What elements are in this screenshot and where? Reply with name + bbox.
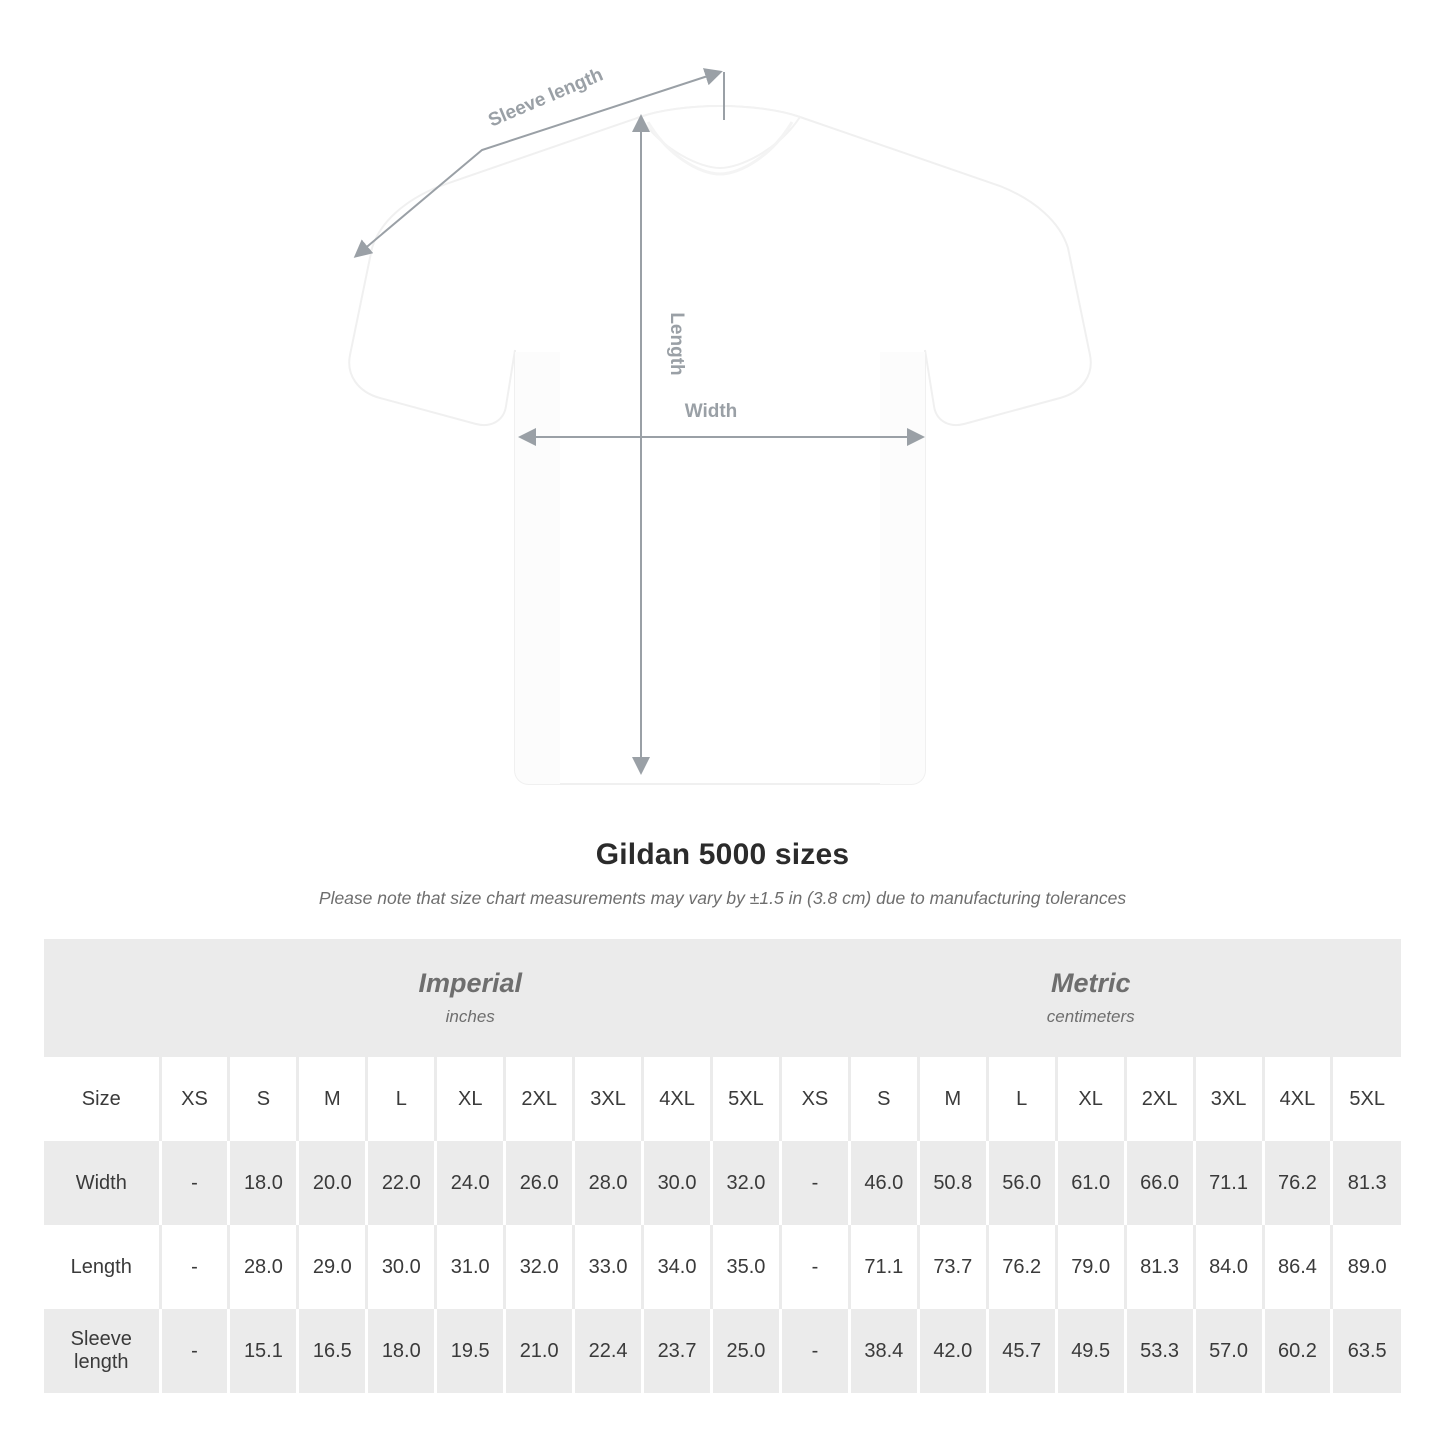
size-header-row [44, 1057, 1401, 1141]
size-header-metric-xl: XL [1056, 1057, 1125, 1141]
cell-length-imperial-4xl: 34.0 [643, 1225, 712, 1309]
cell-length-imperial-l: 30.0 [367, 1225, 436, 1309]
size-header-metric-5xl: 5XL [1332, 1057, 1401, 1141]
cell-width-imperial-4xl: 30.0 [643, 1141, 712, 1225]
unit-group-imperial-unit: inches [445, 1007, 495, 1027]
table-row [44, 1225, 1401, 1309]
size-table [44, 939, 1401, 1393]
unit-header-row [44, 939, 1401, 1057]
cell-length-metric-2xl: 81.3 [1125, 1225, 1194, 1309]
cell-length-metric-xs: - [780, 1225, 849, 1309]
size-header-imperial-5xl: 5XL [712, 1057, 781, 1141]
unit-group-imperial [160, 939, 780, 1057]
cell-width-metric-3xl: 71.1 [1194, 1141, 1263, 1225]
cell-length-imperial-xs: - [160, 1225, 229, 1309]
row-label-length: Length [44, 1225, 160, 1309]
cell-width-metric-m: 50.8 [918, 1141, 987, 1225]
width-label: Width [684, 401, 738, 422]
cell-sleeve-imperial-s: 15.1 [229, 1309, 298, 1393]
cell-length-imperial-xl: 31.0 [436, 1225, 505, 1309]
cell-sleeve-metric-l: 45.7 [987, 1309, 1056, 1393]
cell-sleeve-imperial-l: 18.0 [367, 1309, 436, 1393]
cell-width-imperial-2xl: 26.0 [505, 1141, 574, 1225]
unit-group-metric-name: Metric [1050, 967, 1131, 998]
cell-length-imperial-m: 29.0 [298, 1225, 367, 1309]
length-label: Length [666, 312, 687, 376]
size-header-imperial-xl: XL [436, 1057, 505, 1141]
sleeve-length-label: Sleeve length [485, 64, 607, 132]
unit-header-spacer [44, 939, 160, 1057]
cell-width-imperial-s: 18.0 [229, 1141, 298, 1225]
size-header-imperial-3xl: 3XL [574, 1057, 643, 1141]
table-row [44, 1309, 1401, 1393]
cell-length-imperial-s: 28.0 [229, 1225, 298, 1309]
cell-sleeve-metric-5xl: 63.5 [1332, 1309, 1401, 1393]
cell-width-metric-5xl: 81.3 [1332, 1141, 1401, 1225]
row-label-sleeve-length: Sleeve length [44, 1309, 160, 1393]
cell-width-metric-4xl: 76.2 [1263, 1141, 1332, 1225]
cell-width-metric-2xl: 66.0 [1125, 1141, 1194, 1225]
cell-sleeve-metric-s: 38.4 [849, 1309, 918, 1393]
cell-width-imperial-5xl: 32.0 [712, 1141, 781, 1225]
cell-width-imperial-3xl: 28.0 [574, 1141, 643, 1225]
size-header-metric-s: S [849, 1057, 918, 1141]
unit-group-imperial-name: Imperial [418, 967, 522, 998]
page-title: Gildan 5000 sizes [595, 838, 850, 871]
cell-sleeve-metric-xl: 49.5 [1056, 1309, 1125, 1393]
size-header-label: Size [44, 1057, 160, 1141]
cell-length-metric-4xl: 86.4 [1263, 1225, 1332, 1309]
cell-sleeve-metric-xs: - [780, 1309, 849, 1393]
cell-sleeve-imperial-xl: 19.5 [436, 1309, 505, 1393]
cell-length-imperial-5xl: 35.0 [712, 1225, 781, 1309]
size-header-imperial-s: S [229, 1057, 298, 1141]
title-block [0, 838, 1445, 909]
size-header-metric-3xl: 3XL [1194, 1057, 1263, 1141]
row-label-width: Width [44, 1141, 160, 1225]
cell-width-metric-xl: 61.0 [1056, 1141, 1125, 1225]
unit-group-metric [780, 939, 1401, 1057]
tolerance-note: Please note that size chart measurements may vary by ±1.5 in (3.8 cm) due to manufacturing tolerances [318, 888, 1127, 908]
size-header-metric-2xl: 2XL [1125, 1057, 1194, 1141]
cell-sleeve-metric-m: 42.0 [918, 1309, 987, 1393]
cell-length-metric-l: 76.2 [987, 1225, 1056, 1309]
size-header-imperial-l: L [367, 1057, 436, 1141]
cell-sleeve-imperial-m: 16.5 [298, 1309, 367, 1393]
cell-sleeve-metric-3xl: 57.0 [1194, 1309, 1263, 1393]
cell-length-metric-s: 71.1 [849, 1225, 918, 1309]
cell-length-imperial-3xl: 33.0 [574, 1225, 643, 1309]
size-header-imperial-xs: XS [160, 1057, 229, 1141]
cell-sleeve-metric-4xl: 60.2 [1263, 1309, 1332, 1393]
cell-width-metric-xs: - [780, 1141, 849, 1225]
size-header-imperial-2xl: 2XL [505, 1057, 574, 1141]
size-header-metric-m: M [918, 1057, 987, 1141]
cell-length-imperial-2xl: 32.0 [505, 1225, 574, 1309]
cell-width-metric-s: 46.0 [849, 1141, 918, 1225]
size-header-metric-l: L [987, 1057, 1056, 1141]
cell-sleeve-imperial-3xl: 22.4 [574, 1309, 643, 1393]
cell-length-metric-m: 73.7 [918, 1225, 987, 1309]
cell-sleeve-imperial-2xl: 21.0 [505, 1309, 574, 1393]
table-row [44, 1141, 1401, 1225]
size-header-imperial-m: M [298, 1057, 367, 1141]
cell-sleeve-imperial-4xl: 23.7 [643, 1309, 712, 1393]
cell-sleeve-imperial-5xl: 25.0 [712, 1309, 781, 1393]
cell-length-metric-xl: 79.0 [1056, 1225, 1125, 1309]
size-header-metric-4xl: 4XL [1263, 1057, 1332, 1141]
cell-sleeve-imperial-xs: - [160, 1309, 229, 1393]
cell-length-metric-5xl: 89.0 [1332, 1225, 1401, 1309]
size-header-metric-xs: XS [780, 1057, 849, 1141]
cell-width-imperial-xs: - [160, 1141, 229, 1225]
cell-width-imperial-m: 20.0 [298, 1141, 367, 1225]
cell-width-metric-l: 56.0 [987, 1141, 1056, 1225]
cell-width-imperial-l: 22.0 [367, 1141, 436, 1225]
cell-sleeve-metric-2xl: 53.3 [1125, 1309, 1194, 1393]
cell-width-imperial-xl: 24.0 [436, 1141, 505, 1225]
tshirt-shape [349, 106, 1091, 784]
unit-group-metric-unit: centimeters [1046, 1007, 1135, 1027]
size-header-imperial-4xl: 4XL [643, 1057, 712, 1141]
cell-length-metric-3xl: 84.0 [1194, 1225, 1263, 1309]
size-table-wrapper [0, 939, 1445, 1393]
